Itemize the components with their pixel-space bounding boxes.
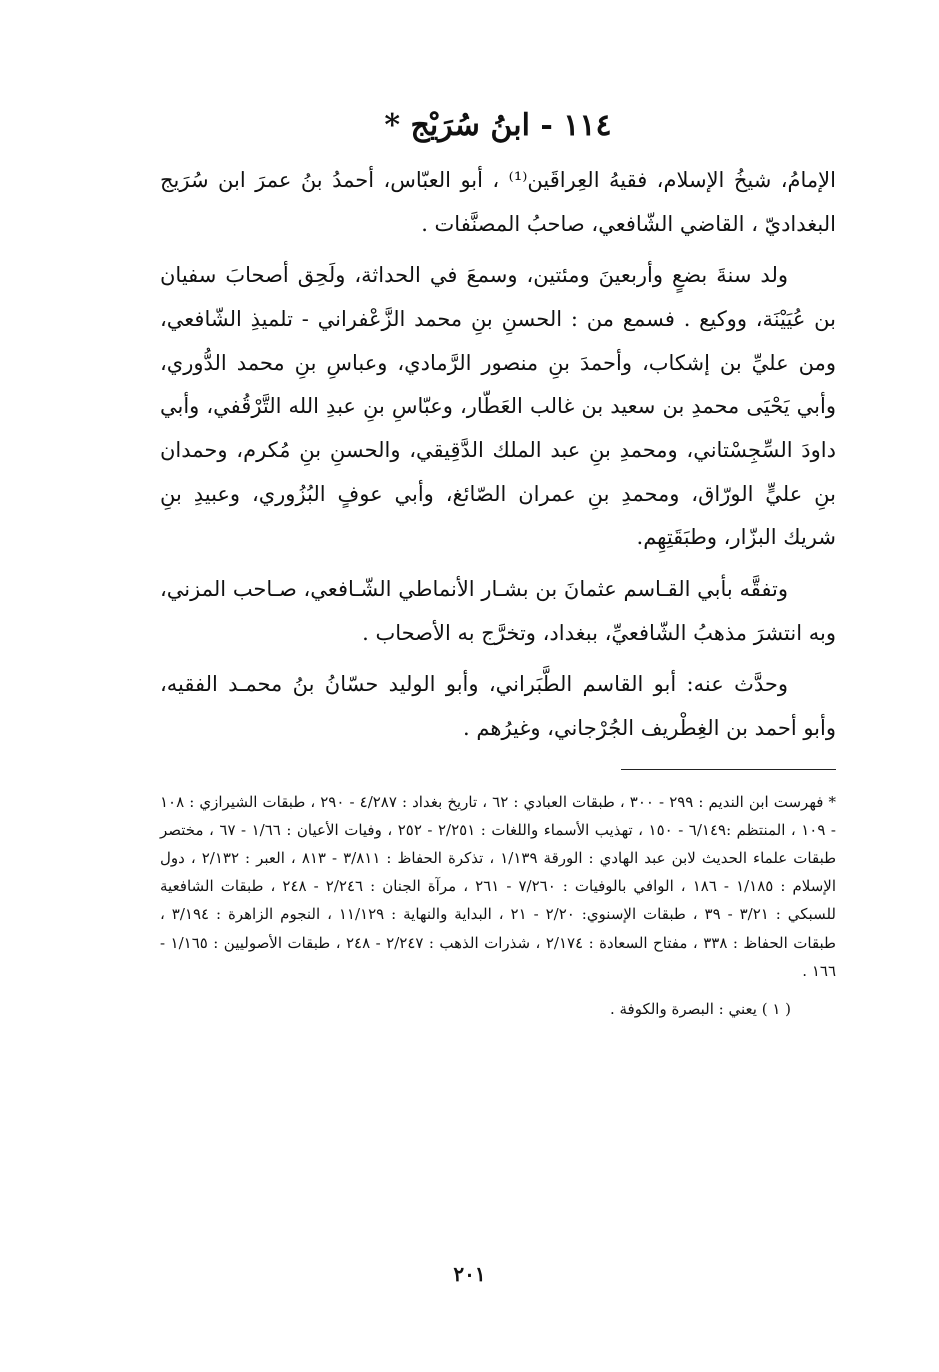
paragraph-intro: الإمامُ، شيخُ الإسلام، فقيهُ العِراقَين⁽¹⁾ ، أبو العبّاس، أحمدُ بنُ عمرَ ابن سُرَيج البغداديّ ، القاضي الشّافعي، صاحبُ المصنَّفات . xyxy=(160,168,836,236)
paragraph-study: وتفقَّه بأبي القـاسم عثمانَ بن بشـار الأنماطي الشّـافعي، صـاحب المزني، وبه انتشرَ مذهبُ الشّافعيِّ، ببغداد، وتخرَّج به الأصحاب . xyxy=(160,577,836,645)
sources-footnote: * فهرست ابن النديم : ٢٩٩ - ٣٠٠ ، طبقات العبادي : ٦٢ ، تاريخ بغداد : ٤/٢٨٧ - ٢٩٠ ، طبقات الشيرازي : ١٠٨ - ١٠٩ ، المنتظم :٦/١٤٩ - ١٥٠ ، تهذيب الأسماء واللغات : ٢/٢٥١ - ٢٥٢ ، وفيات الأعيان : ١/٦٦ - ٦٧ ، مختصر طبقات علماء الحديث لابن عبد الهادي : الورقة ١/١٣٩ ، تذكرة الحفاظ : ٣/٨١١ - ٨١٣ ، العبر : ٢/١٣٢ ، دول الإسلام : ١/١٨٥ - ١٨٦ ، الوافي بالوفيات : ٧/٢٦٠ - ٢٦١ ، مرآة الجنان : ٢/٢٤٦ - ٢٤٨ ، طبقات الشافعية للسبكي : ٣/٢١ - ٣٩ ، طبقات الإسنوي: ٢/٢٠ - ٢١ ، البداية والنهاية : ١١/١٢٩ ، النجوم الزاهرة : ٣/١٩٤ ، طبقات الحفاظ : ٣٣٨ ، مفتاح السعادة : ٢/١٧٤ ، شذرات الذهب : ٢/٢٤٧ - ٢٤٨ ، طبقات الأصوليين : ١/١٦٥ - ١٦٦ . xyxy=(160,792,837,980)
entry-title: ١١٤ - ابنُ سُرَيْج * xyxy=(384,108,612,143)
page-number: ٢٠١ xyxy=(453,1262,486,1286)
paragraph-students: وحدَّث عنه: أبو القاسم الطَّبَراني، وأبو الوليد حسّانُ بنُ محمـد الفقيه، وأبو أحمد بن الغِطْريف الجُرْجاني، وغيرُهم . xyxy=(160,672,836,741)
footnote-1: ( ١ ) يعني : البصرة والكوفة . xyxy=(609,1000,791,1019)
footnote-divider xyxy=(621,769,836,770)
page-body xyxy=(160,105,836,1024)
paragraph-teachers: ولد سنةَ بضعٍ وأربعينَ ومئتين، وسمعَ في الحداثة، ولَحِق أصحابَ سفيان بن عُيَيْنَة، ووكيع . فسمع من : الحسنِ بنِ محمد الزَّعْفراني - تلميذِ الشّافعي، ومن عليِّ بن إشكاب، وأحمدَ بنِ منصور الرَّمادي، وعباسِ بنِ محمد الدُّوري، وأبي يَحْيَى محمدِ بن سعيد بن غالب العَطّار، وعبّاسِ بنِ عبدِ الله التَّرْقُفي، وأبي داودَ السِّجِسْتاني، ومحمدِ بنِ عبد الملك الدَّقِيقي، والحسنِ بنِ مُكرم، وحمدان بنِ عليٍّ الورّاق، ومحمدِ بنِ عمران الصّائغ، وأبي عوفٍ البُزُوري، وعبيدِ بنِ شريك البزّار، وطبَقَتِهِم. xyxy=(160,263,836,550)
